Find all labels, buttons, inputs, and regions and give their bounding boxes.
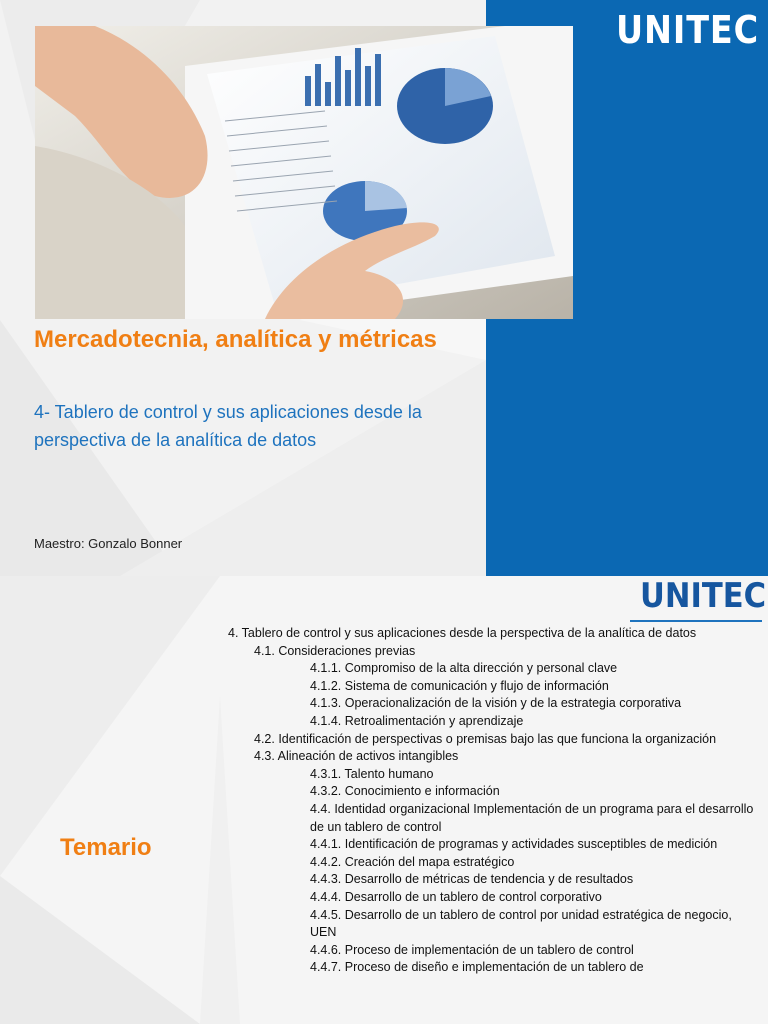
- agenda-item: 4.3. Alineación de activos intangibles: [254, 749, 459, 764]
- agenda-slide: [0, 576, 768, 1024]
- logo-underline: [630, 620, 762, 622]
- agenda-item: 4.1.1. Compromiso de la alta dirección y personal clave: [310, 661, 618, 676]
- tablet-chart-image: [35, 26, 573, 319]
- agenda-item: 4.1.2. Sistema de comunicación y flujo de información: [310, 678, 609, 693]
- agenda-item: 4. Tablero de control y sus aplicaciones desde la perspectiva de la analítica de datos: [228, 626, 697, 640]
- agenda-item: 4.1. Consideraciones previas: [254, 643, 416, 658]
- agenda-item: 4.2. Identificación de perspectivas o premisas bajo las que funciona la organización: [254, 731, 717, 746]
- agenda-item: 4.4.6. Proceso de implementación de un tablero de control: [310, 942, 634, 957]
- agenda-item: 4.1.4. Retroalimentación y aprendizaje: [310, 713, 524, 728]
- agenda-list: [228, 625, 758, 977]
- agenda-heading: Temario: [60, 834, 152, 861]
- unitec-logo: UNITEC: [616, 8, 760, 52]
- unitec-logo: UNITEC: [640, 576, 767, 616]
- agenda-item: 4.1.3. Operacionalización de la visión y de la estrategia corporativa: [310, 696, 682, 711]
- agenda-item: 4.4. Identidad organizacional Implementación de un programa para el desarrollo de un tablero de control: [310, 801, 754, 834]
- cover-photo: [35, 26, 573, 319]
- agenda-item: 4.4.1. Identificación de programas y actividades susceptibles de medición: [310, 837, 718, 852]
- agenda-item: 4.4.5. Desarrollo de un tablero de control por unidad estratégica de negocio, UEN: [310, 907, 732, 940]
- agenda-item: 4.4.2. Creación del mapa estratégico: [310, 854, 515, 869]
- teacher-name: Maestro: Gonzalo Bonner: [34, 536, 183, 551]
- agenda-item: 4.3.1. Talento humano: [310, 766, 434, 781]
- agenda-item: 4.3.2. Conocimiento e información: [310, 784, 500, 799]
- cover-title: Mercadotecnia, analítica y métricas: [34, 326, 437, 353]
- agenda-item: 4.4.4. Desarrollo de un tablero de control corporativo: [310, 889, 602, 904]
- agenda-item: 4.4.3. Desarrollo de métricas de tendencia y de resultados: [310, 872, 634, 887]
- agenda-item: 4.4.7. Proceso de diseño e implementación de un tablero de: [310, 960, 644, 975]
- cover-subtitle: 4- Tablero de control y sus aplicaciones desde la perspectiva de la analítica de datos: [34, 402, 422, 450]
